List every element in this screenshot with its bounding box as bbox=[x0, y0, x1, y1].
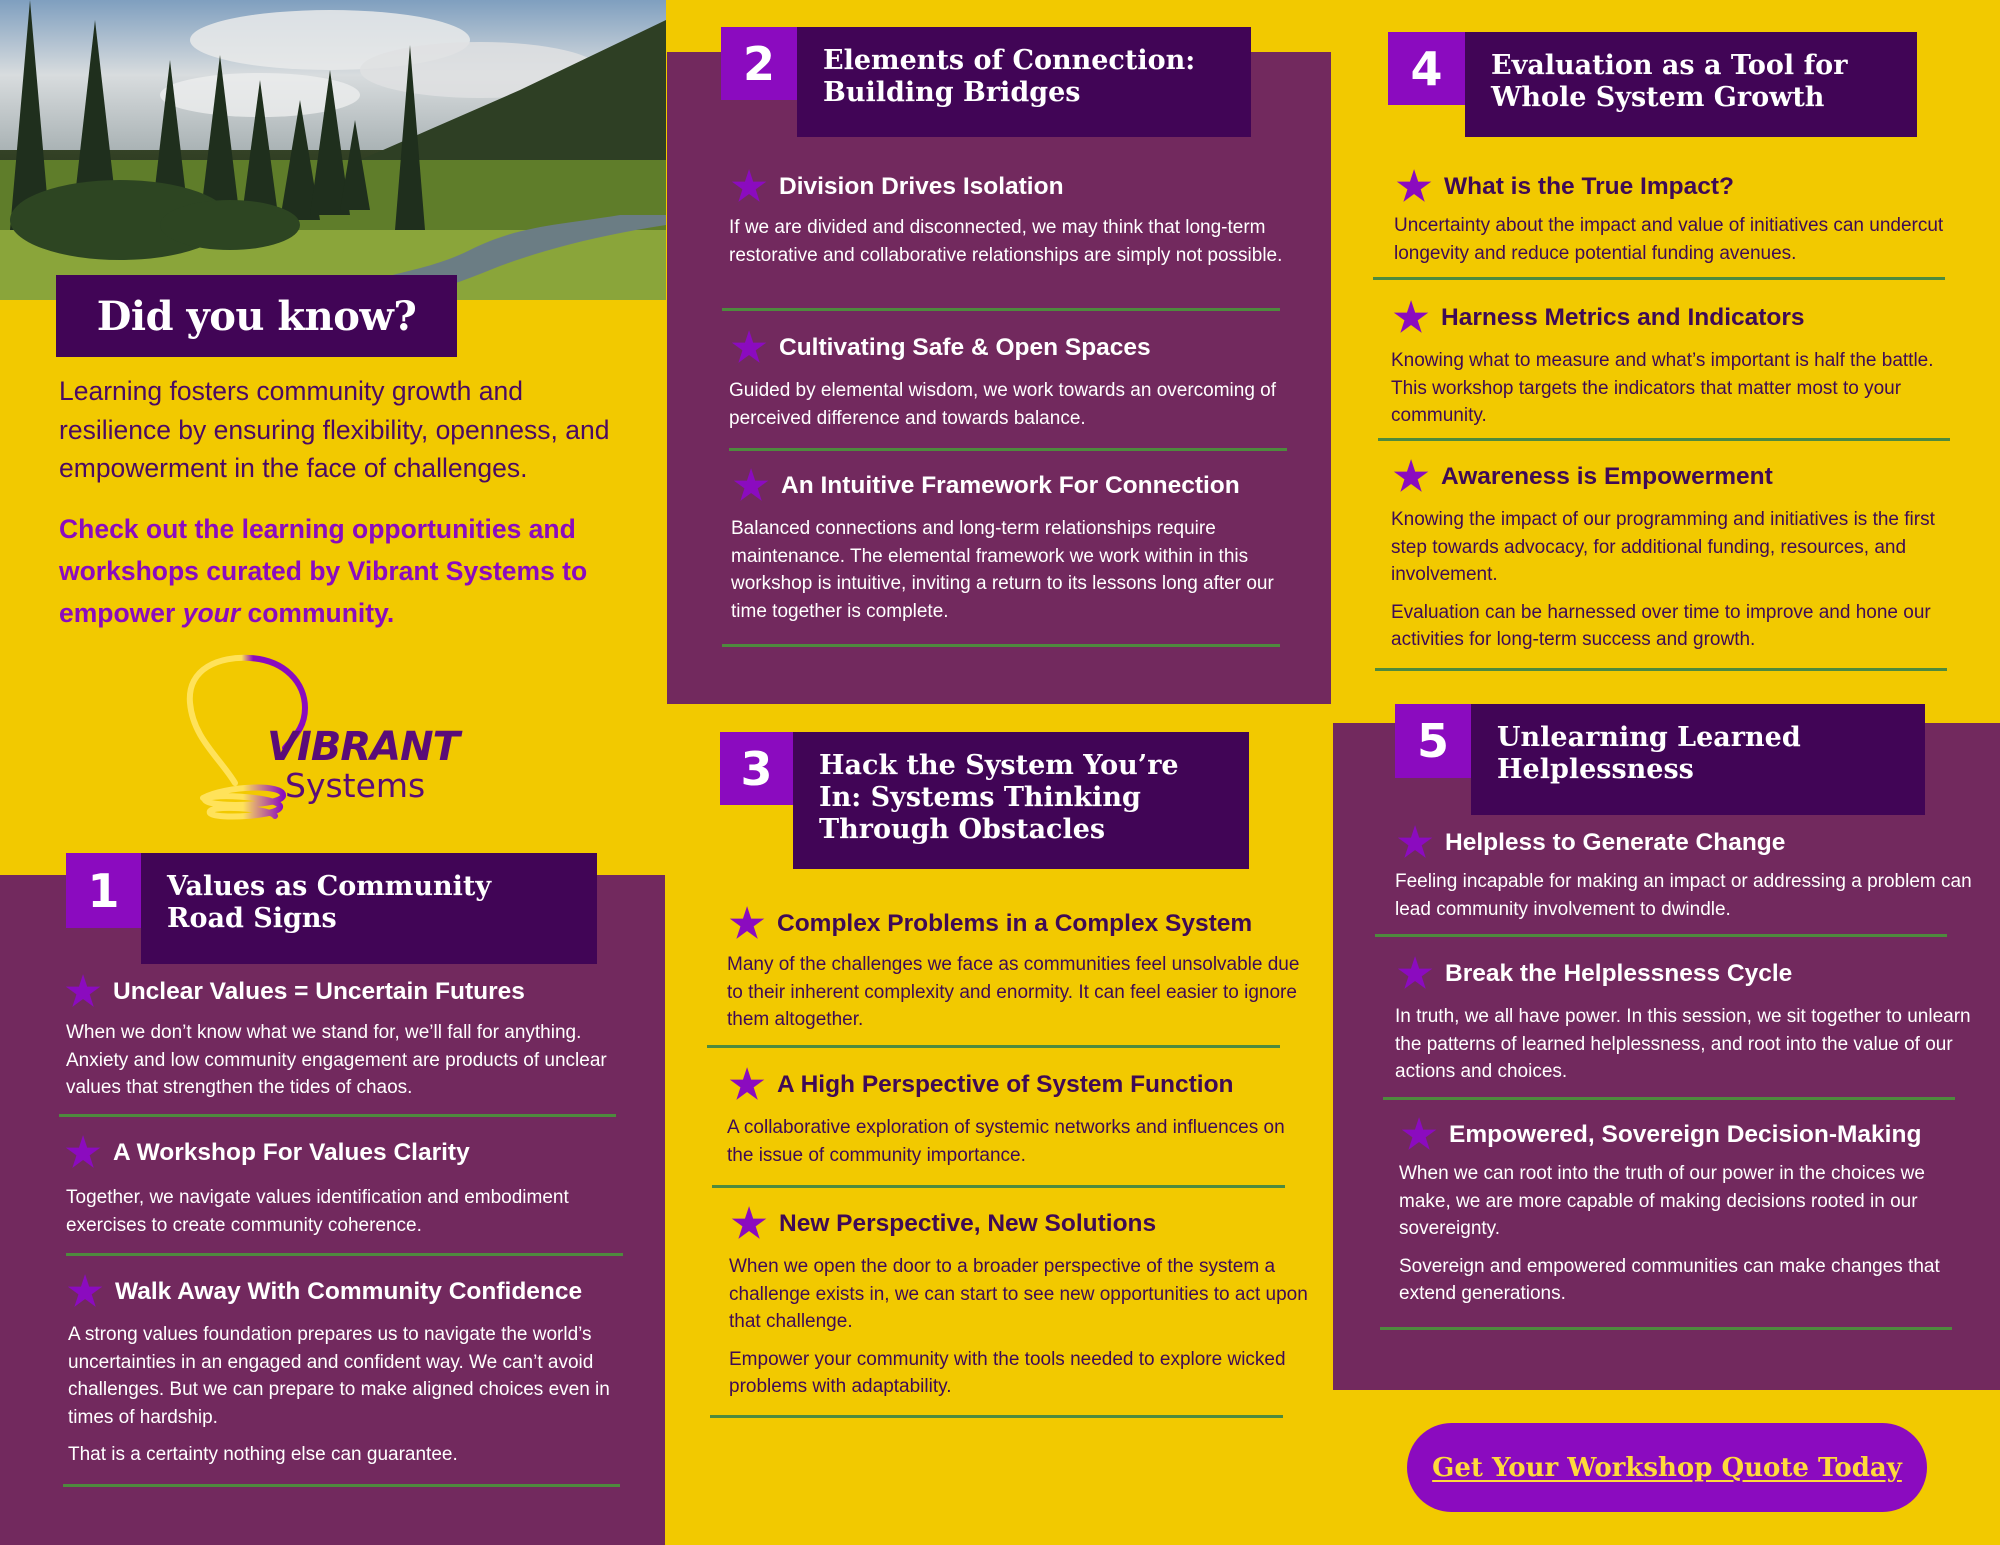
star-icon: ★ bbox=[1397, 952, 1433, 996]
item-body: A strong values foundation prepares us to navigate the world’s uncertainties in an engaged and confident way. We can’t avoid challenges. But we can prepare to make aligned choices even in times of hardship. bbox=[68, 1324, 610, 1428]
item-heading: An Intuitive Framework For Connection bbox=[781, 472, 1240, 499]
list-item bbox=[729, 165, 1299, 269]
item-body: Together, we navigate values identification and embodiment exercises to create community coherence. bbox=[66, 1187, 569, 1236]
list-item bbox=[729, 1202, 1309, 1401]
divider bbox=[1375, 668, 1947, 671]
item-body: When we open the door to a broader perspective of the system a challenge exists in, we can start to see new opportunities to act upon that challenge. bbox=[729, 1256, 1308, 1332]
item-heading: Helpless to Generate Change bbox=[1445, 829, 1786, 856]
item-heading: A Workshop For Values Clarity bbox=[113, 1139, 470, 1166]
forest-river-illustration bbox=[0, 0, 666, 300]
star-icon: ★ bbox=[731, 1202, 767, 1246]
item-heading: Unclear Values = Uncertain Futures bbox=[113, 978, 525, 1005]
list-item bbox=[1391, 455, 1971, 654]
get-quote-link[interactable]: Get Your Workshop Quote Today bbox=[1432, 1452, 1902, 1483]
section-2-title: Elements of Connection: Building Bridges bbox=[797, 27, 1251, 137]
section-5-number: 5 bbox=[1395, 704, 1471, 778]
list-item bbox=[1394, 165, 1974, 267]
star-icon: ★ bbox=[1396, 165, 1432, 209]
item-body: Empower your community with the tools needed to explore wicked problems with adaptability. bbox=[729, 1348, 1286, 1397]
section-3-number: 3 bbox=[720, 732, 793, 805]
divider bbox=[722, 308, 1280, 311]
divider bbox=[1373, 277, 1945, 280]
divider bbox=[59, 1114, 616, 1117]
star-icon: ★ bbox=[1397, 821, 1433, 865]
item-body: Uncertainty about the impact and value of initiatives can undercut longevity and reduce potential funding avenues. bbox=[1394, 215, 1944, 264]
item-body: When we can root into the truth of our power in the choices we make, we are more capable of making decisions rooted in our sovereignty. bbox=[1399, 1163, 1925, 1239]
star-icon: ★ bbox=[65, 970, 101, 1014]
landscape-photo bbox=[0, 0, 666, 300]
item-body: Balanced connections and long-term relationships require maintenance. The elemental framework we work within in this workshop is intuitive, inviting a return to its lessons long after our time together is complete. bbox=[731, 518, 1274, 622]
star-icon: ★ bbox=[729, 902, 765, 946]
section-5-title: Unlearning Learned Helplessness bbox=[1471, 704, 1925, 815]
highlight-emphasis: your bbox=[182, 598, 241, 628]
divider bbox=[710, 1415, 1283, 1418]
highlight-paragraph bbox=[59, 508, 649, 634]
list-item bbox=[1395, 821, 1975, 923]
list-item bbox=[65, 1270, 625, 1469]
logo-wordmark-vibrant: VIBRANT bbox=[267, 724, 459, 770]
intro-paragraph: Learning fosters community growth and resilience by ensuring flexibility, openness, and empowerment in the face of challenges. bbox=[59, 376, 610, 483]
item-heading: New Perspective, New Solutions bbox=[779, 1210, 1157, 1237]
list-item bbox=[63, 970, 623, 1102]
section-4-number: 4 bbox=[1388, 32, 1465, 105]
item-body: If we are divided and disconnected, we may think that long-term restorative and collaborative relationships are simply not possible. bbox=[729, 217, 1283, 266]
get-quote-button[interactable] bbox=[1407, 1423, 1927, 1512]
list-item bbox=[1399, 1113, 1979, 1308]
divider bbox=[63, 1484, 620, 1487]
section-2-number: 2 bbox=[721, 27, 797, 100]
star-icon: ★ bbox=[67, 1270, 103, 1314]
divider bbox=[712, 1185, 1285, 1188]
star-icon: ★ bbox=[731, 326, 767, 370]
divider bbox=[729, 448, 1287, 451]
item-heading: Break the Helplessness Cycle bbox=[1445, 960, 1793, 987]
star-icon: ★ bbox=[733, 464, 769, 508]
section-1-number: 1 bbox=[66, 853, 141, 928]
divider bbox=[1380, 1327, 1952, 1330]
divider bbox=[66, 1253, 623, 1256]
star-icon: ★ bbox=[731, 165, 767, 209]
item-body: Many of the challenges we face as communities feel unsolvable due to their inherent complexity and enormity. It can feel easier to ignore them altogether. bbox=[727, 954, 1300, 1030]
star-icon: ★ bbox=[1401, 1113, 1437, 1157]
item-heading: Cultivating Safe & Open Spaces bbox=[779, 334, 1151, 361]
item-body: When we don’t know what we stand for, we’ll fall for anything. Anxiety and low community engagement are products of unclear values that strengthen the tides of chaos. bbox=[66, 1022, 607, 1098]
list-item bbox=[727, 902, 1307, 1034]
item-heading: A High Perspective of System Function bbox=[777, 1071, 1234, 1098]
divider bbox=[707, 1045, 1280, 1048]
star-icon: ★ bbox=[729, 1063, 765, 1107]
item-heading: What is the True Impact? bbox=[1444, 173, 1734, 200]
divider bbox=[722, 644, 1280, 647]
item-body: Feeling incapable for making an impact or addressing a problem can lead community involvement to dwindle. bbox=[1395, 871, 1972, 920]
did-you-know-banner bbox=[56, 275, 457, 357]
list-item bbox=[727, 1063, 1307, 1169]
highlight-text-start: Check out the learning opportunities and workshops curated by Vibrant Systems to empower bbox=[59, 514, 588, 628]
section-3-title: Hack the System You’re In: Systems Thinking Through Obstacles bbox=[793, 732, 1249, 869]
item-body: Sovereign and empowered communities can make changes that extend generations. bbox=[1399, 1255, 1940, 1304]
section-4-title: Evaluation as a Tool for Whole System Growth bbox=[1465, 32, 1917, 137]
divider bbox=[1375, 934, 1947, 937]
star-icon: ★ bbox=[65, 1131, 101, 1175]
item-heading: Complex Problems in a Complex System bbox=[777, 910, 1253, 937]
divider bbox=[1383, 1097, 1955, 1100]
item-body: That is a certainty nothing else can guarantee. bbox=[68, 1444, 458, 1465]
logo-wordmark-systems: Systems bbox=[285, 766, 426, 805]
star-icon: ★ bbox=[1393, 455, 1429, 499]
item-heading: Division Drives Isolation bbox=[779, 173, 1064, 200]
item-heading: Empowered, Sovereign Decision-Making bbox=[1449, 1121, 1922, 1148]
list-item bbox=[1391, 296, 1971, 430]
item-body: Guided by elemental wisdom, we work towards an overcoming of perceived difference and towards balance. bbox=[729, 380, 1277, 429]
list-item bbox=[731, 464, 1301, 625]
item-body: Evaluation can be harnessed over time to improve and hone our activities for long-term success and growth. bbox=[1391, 601, 1931, 650]
vibrant-systems-logo bbox=[175, 648, 465, 828]
item-heading: Walk Away With Community Confidence bbox=[115, 1278, 583, 1305]
list-item bbox=[1395, 952, 1975, 1086]
divider bbox=[1378, 438, 1950, 441]
list-item bbox=[63, 1131, 623, 1239]
did-you-know-heading: Did you know? bbox=[96, 292, 417, 340]
item-body: Knowing the impact of our programming and initiatives is the first step towards advocacy, for additional funding, resources, and involvement. bbox=[1391, 509, 1935, 585]
item-body: Knowing what to measure and what’s important is half the battle. This workshop targets the indicators that matter most to your community. bbox=[1391, 350, 1934, 426]
star-icon: ★ bbox=[1393, 296, 1429, 340]
item-body: A collaborative exploration of systemic networks and influences on the issue of community importance. bbox=[727, 1117, 1285, 1166]
list-item bbox=[729, 326, 1299, 432]
item-body: In truth, we all have power. In this session, we sit together to unlearn the patterns of learned helplessness, and root into the value of our actions and choices. bbox=[1395, 1006, 1971, 1082]
highlight-text-end: community. bbox=[240, 598, 395, 628]
item-heading: Harness Metrics and Indicators bbox=[1441, 304, 1805, 331]
section-1-title: Values as Community Road Signs bbox=[141, 853, 597, 964]
item-heading: Awareness is Empowerment bbox=[1441, 463, 1773, 490]
